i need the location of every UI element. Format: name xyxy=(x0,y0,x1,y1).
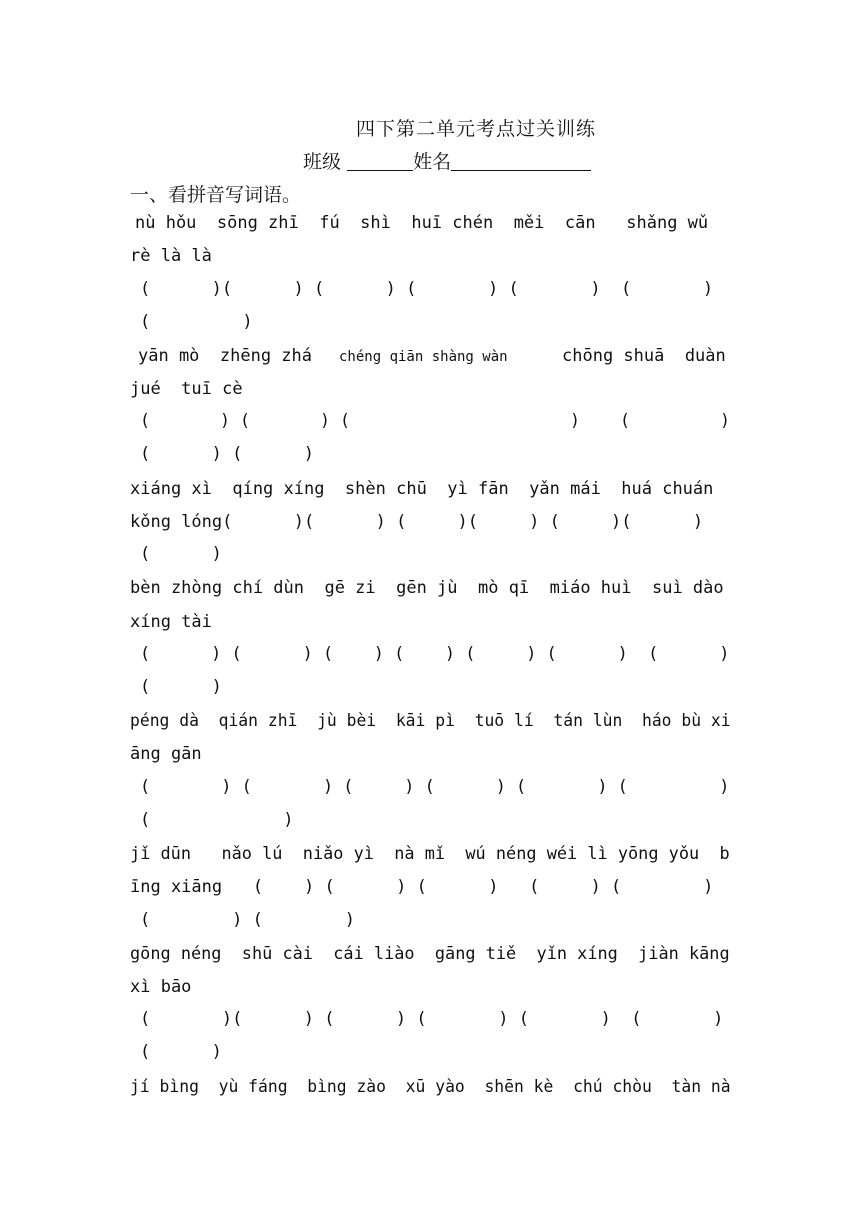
page-title: 四下第二单元考点过关训练 xyxy=(355,118,596,140)
pinyin-line: bèn zhòng chí dùn gē zi gēn jù mò qī miáo huì suì dào xyxy=(130,578,724,598)
answer-blanks[interactable]: ( ) ( ) xyxy=(140,444,314,464)
pinyin-line: xiáng xì qíng xíng shèn chū yì fān yǎn mái huá chuán xyxy=(130,479,714,499)
pinyin-line: gōng néng shū cài cái liào gāng tiě yǐn xíng jiàn kāng xyxy=(130,944,730,964)
pinyin-line: āng gān xyxy=(130,744,202,764)
pinyin-line: jǐ dūn nǎo lú niǎo yì nà mǐ wú néng wéi lì yōng yǒu b xyxy=(130,844,730,864)
answer-blanks[interactable]: ( ) ( ) ( ) ( ) xyxy=(140,411,730,431)
answer-blanks[interactable]: ( ) ( ) ( ) ( ) ( ) ( ) xyxy=(140,777,730,797)
class-blank[interactable] xyxy=(347,152,413,171)
class-name-row xyxy=(303,147,591,174)
pinyin-line: īng xiāng ( ) ( ) ( ) ( ) ( ) xyxy=(130,877,714,897)
pinyin-line: jí bìng yù fáng bìng zào xū yào shēn kè chú chòu tàn nà xyxy=(130,1077,731,1097)
answer-blanks[interactable]: ( ) xyxy=(140,312,253,332)
answer-blanks[interactable]: ( ) ( ) xyxy=(140,910,355,930)
pinyin-line: yān mò zhēng zhá xyxy=(138,346,312,366)
pinyin-line: xì bāo xyxy=(130,977,192,997)
answer-blanks[interactable]: ( ) xyxy=(140,1042,222,1062)
answer-blanks[interactable]: ( ) xyxy=(140,677,222,697)
pinyin-line: jué tuī cè xyxy=(130,379,243,399)
pinyin-line: xíng tài xyxy=(130,612,212,632)
answer-blanks[interactable]: ( ) xyxy=(140,810,294,830)
pinyin-line: nù hǒu sōng zhī fú shì huī chén měi cān shǎng wǔ xyxy=(135,213,709,233)
pinyin-small: chéng qiān shàng wàn xyxy=(339,349,508,365)
pinyin-line: chōng shuā duàn xyxy=(562,346,726,366)
pinyin-line: rè là là xyxy=(130,246,212,266)
pinyin-line: kǒng lóng( )( ) ( )( ) ( )( ) xyxy=(130,512,704,532)
answer-blanks[interactable]: ( ) ( ) ( ) ( ) ( ) ( ) ( ) xyxy=(140,644,730,664)
answer-blanks[interactable]: ( )( ) ( ) ( ) ( ) ( ) xyxy=(140,279,714,299)
class-label: 班级 xyxy=(303,151,342,173)
name-blank[interactable] xyxy=(451,152,591,171)
answer-blanks[interactable]: ( )( ) ( ) ( ) ( ) ( ) xyxy=(140,1009,724,1029)
name-label: 姓名 xyxy=(413,151,452,173)
answer-blanks[interactable]: ( ) xyxy=(140,544,222,564)
section-heading: 一、看拼音写词语。 xyxy=(130,184,302,206)
pinyin-line: péng dà qián zhī jù bèi kāi pì tuō lí tán lùn háo bù xi xyxy=(130,711,731,731)
